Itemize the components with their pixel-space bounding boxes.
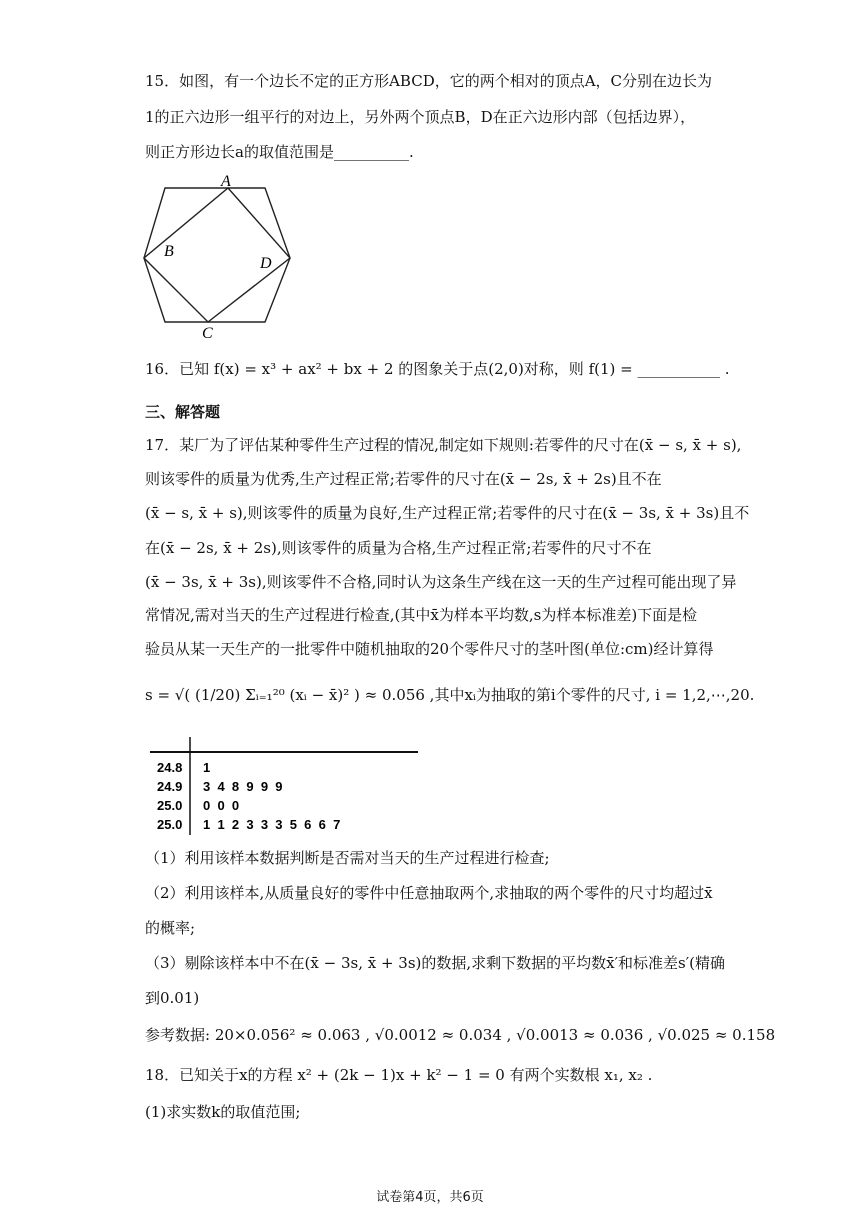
section-heading: 三、解答题	[145, 403, 221, 421]
q17-sub3-line-1: （3）剔除该样本中不在(x̄ − 3s, x̄ + 3s)的数据,求剩下数据的平均数x̄′和标准差s′(精确	[145, 954, 725, 972]
stem-value: 25.0	[157, 798, 183, 813]
q17-line-6: 常情况,需对当天的生产过程进行检查,(其中x̄为样本平均数,s为样本标准差)下面是检	[145, 606, 698, 624]
q15-line-1: 15．如图，有一个边长不定的正方形ABCD，它的两个相对的顶点A，C分别在边长为	[145, 72, 713, 90]
q17-sub2-line-1: （2）利用该样本,从质量良好的零件中任意抽取两个,求抽取的两个零件的尺寸均超过x̄	[145, 884, 713, 902]
q17-line-1: 17．某厂为了评估某种零件生产过程的情况,制定如下规则:若零件的尺寸在(x̄ − s, x̄ + s),	[145, 436, 742, 454]
q17-formula-line: s = √( (1/20) Σᵢ₌₁²⁰ (xᵢ − x̄)² ) ≈ 0.056 ,其中xᵢ为抽取的第i个零件的尺寸, i = 1,2,⋯,20.	[145, 686, 755, 704]
q15-line-2: 1的正六边形一组平行的对边上，另外两个顶点B，D在正六边形内部（包括边界），	[145, 108, 696, 126]
q17-line-3: (x̄ − s, x̄ + s),则该零件的质量为良好,生产过程正常;若零件的尺寸在(x̄ − 3s, x̄ + 3s)且不	[145, 504, 750, 522]
vertex-label-d: D	[260, 255, 272, 272]
stem-value: 25.0	[157, 817, 183, 832]
q17-sub2-line-2: 的概率;	[145, 919, 196, 937]
q17-sub1: （1）利用该样本数据判断是否需对当天的生产过程进行检查;	[145, 849, 550, 867]
hexagon-square-figure	[142, 170, 297, 346]
leaf-values: 1 1 2 3 3 3 5 6 6 7	[203, 817, 341, 832]
q17-reference-data: 参考数据: 20×0.056² ≈ 0.063 , √0.0012 ≈ 0.034 , √0.0013 ≈ 0.036 , √0.025 ≈ 0.158	[145, 1026, 776, 1044]
q15-line-3: 则正方形边长a的取值范围是__________.	[145, 143, 414, 161]
stem-leaf-plot	[150, 737, 420, 841]
leaf-values: 0 0 0	[203, 798, 240, 813]
stem-value: 24.9	[157, 779, 183, 794]
q17-line-2: 则该零件的质量为优秀,生产过程正常;若零件的尺寸在(x̄ − 2s, x̄ + 2s)且不在	[145, 470, 662, 488]
q17-line-5: (x̄ − 3s, x̄ + 3s),则该零件不合格,同时认为这条生产线在这一天的生产过程可能出现了异	[145, 573, 737, 591]
q18-line-1: 18．已知关于x的方程 x² + (2k − 1)x + k² − 1 = 0 有两个实数根 x₁, x₂ .	[145, 1066, 653, 1084]
q17-line-7: 验员从某一天生产的一批零件中随机抽取的20个零件尺寸的茎叶图(单位:cm)经计算得	[145, 640, 714, 658]
q17-sub3-line-2: 到0.01)	[145, 989, 200, 1007]
vertex-label-b: B	[164, 243, 174, 260]
page-footer: 试卷第4页，共6页	[376, 1190, 484, 1205]
q17-line-4: 在(x̄ − 2s, x̄ + 2s),则该零件的质量为合格,生产过程正常;若零件的尺寸不在	[145, 539, 652, 557]
leaf-values: 3 4 8 9 9 9	[203, 779, 283, 794]
leaf-values: 1	[203, 760, 211, 775]
q16-line: 16．已知 f(x) = x³ + ax² + bx + 2 的图象关于点(2,0)对称，则 f(1) = ___________ .	[145, 360, 730, 378]
q18-line-2: (1)求实数k的取值范围;	[145, 1103, 301, 1121]
stem-value: 24.8	[157, 760, 183, 775]
vertex-label-c: C	[202, 325, 213, 342]
vertex-label-a: A	[221, 173, 231, 190]
